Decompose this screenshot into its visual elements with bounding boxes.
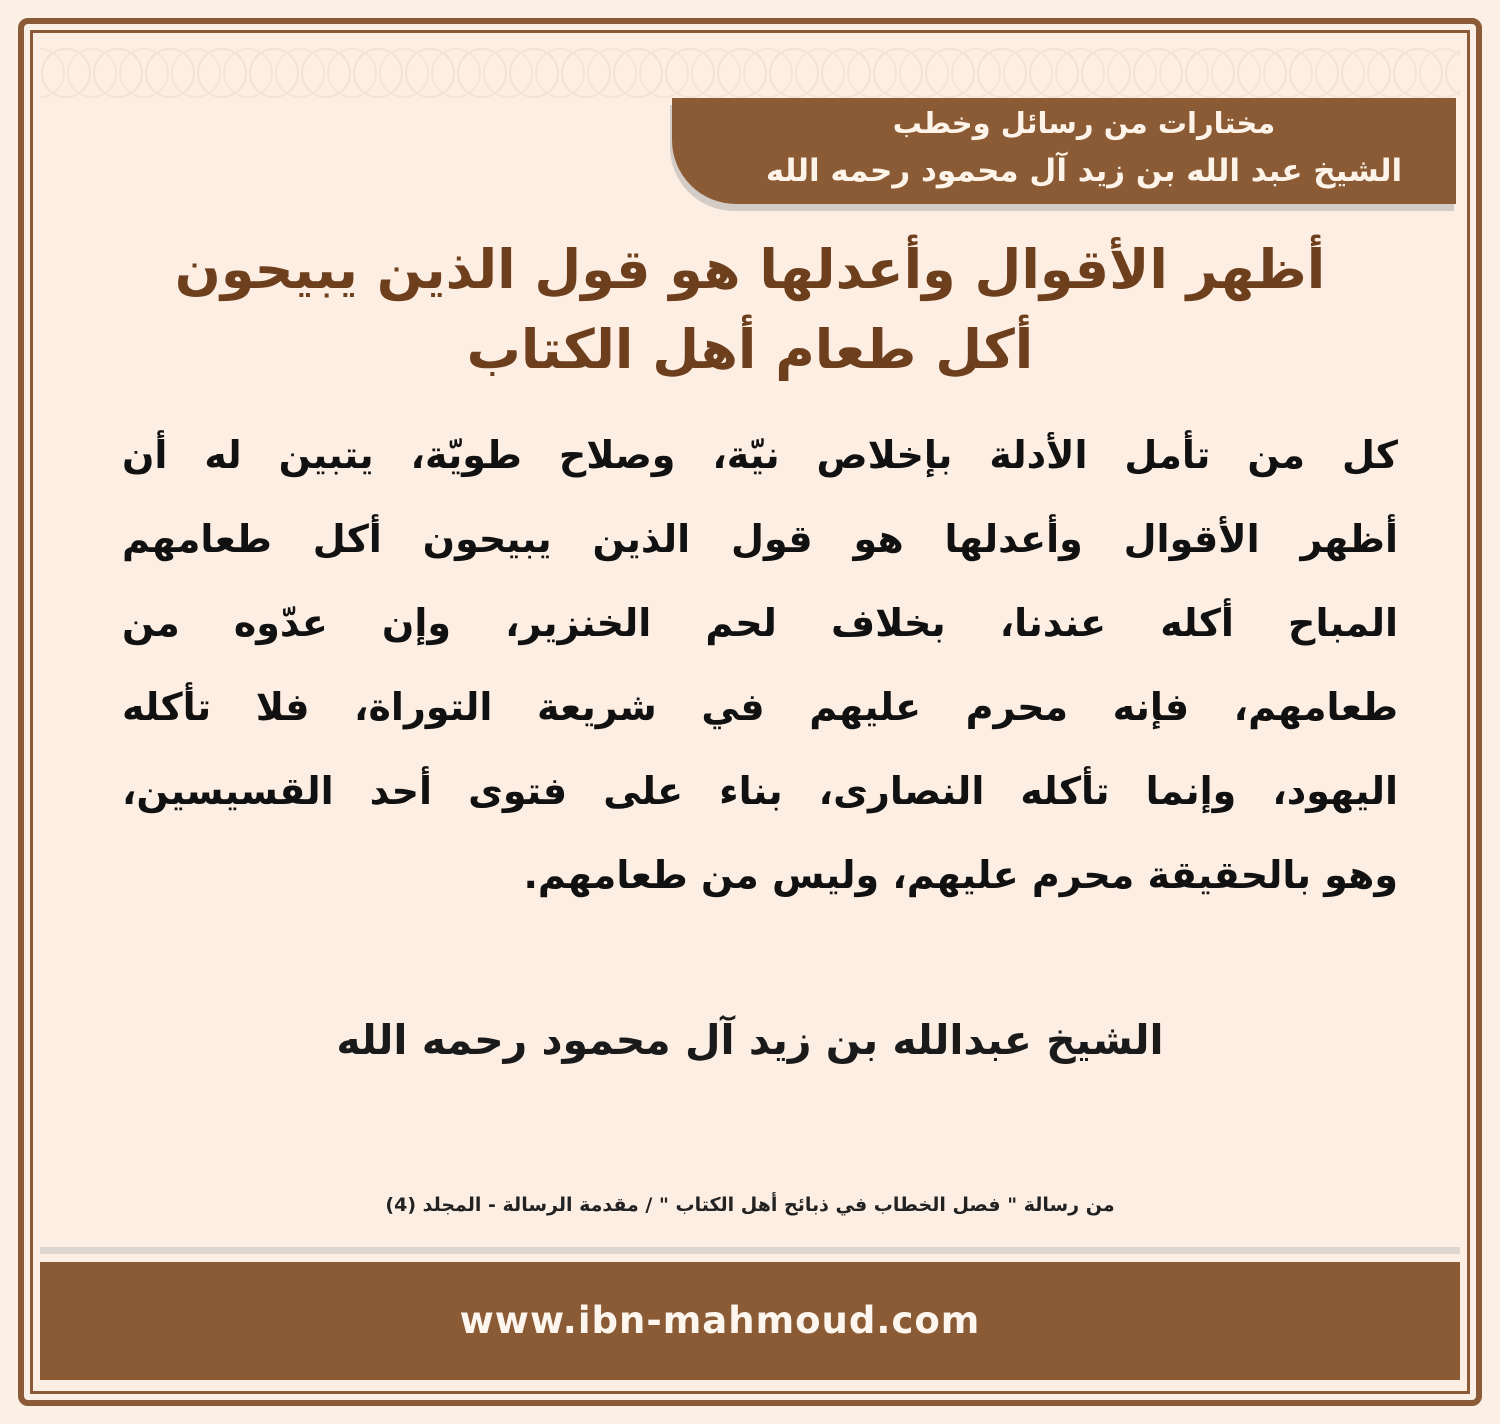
website-url: www.ibn-mahmoud.com bbox=[459, 1299, 981, 1342]
body-line: المباح أكله عندنا، بخلاف لحم الخنزير، وإن عدّوه من bbox=[122, 601, 1398, 645]
quote-body bbox=[122, 413, 1398, 917]
author-attribution: الشيخ عبدالله بن زيد آل محمود رحمه الله bbox=[336, 1016, 1164, 1064]
title-line: أكل طعام أهل الكتاب bbox=[466, 318, 1034, 381]
header-series-title: مختارات من رسائل وخطب bbox=[892, 106, 1276, 140]
title-line: أظهر الأقوال وأعدلها هو قول الذين يبيحون bbox=[174, 238, 1326, 301]
body-line: أظهر الأقوال وأعدلها هو قول الذين يبيحون أكل طعامهم bbox=[122, 517, 1398, 561]
header-sheikh-name: الشيخ عبد الله بن زيد آل محمود رحمه الله bbox=[765, 153, 1403, 189]
footer-divider bbox=[40, 1247, 1460, 1254]
header-banner bbox=[672, 98, 1456, 204]
body-line: طعامهم، فإنه محرم عليهم في شريعة التوراة، فلا تأكله bbox=[122, 685, 1398, 729]
source-citation: من رسالة " فصل الخطاب في ذبائح أهل الكتاب " / مقدمة الرسالة - المجلد (4) bbox=[385, 1194, 1115, 1216]
page-title bbox=[100, 230, 1400, 390]
decorative-pattern bbox=[40, 44, 1460, 102]
body-line: وهو بالحقيقة محرم عليهم، وليس من طعامهم. bbox=[523, 853, 1398, 897]
body-line: كل من تأمل الأدلة بإخلاص نيّة، وصلاح طويّة، يتبين له أن bbox=[122, 433, 1398, 477]
footer-banner bbox=[40, 1262, 1460, 1380]
body-line: اليهود، وإنما تأكله النصارى، بناء على فتوى أحد القسيسين، bbox=[122, 769, 1398, 813]
